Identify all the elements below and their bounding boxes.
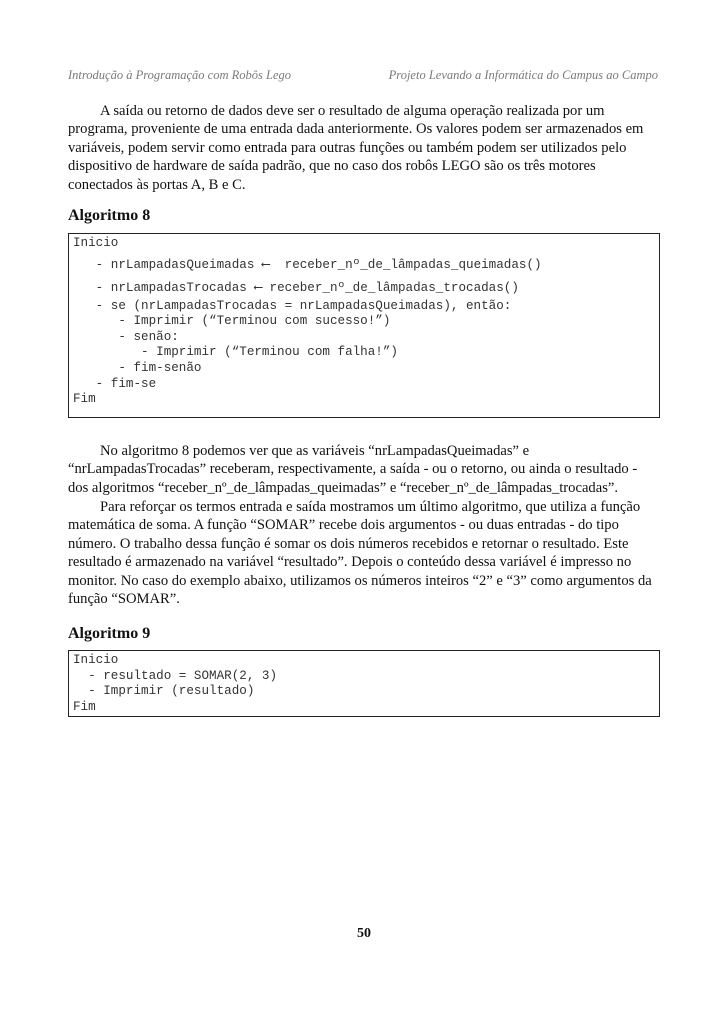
- text-line: resultado é armazenado na variável “resultado”. Depois o conteúdo dessa variável é impresso no: [68, 554, 632, 571]
- text-line: matemática de soma. A função “SOMAR” recebe dois argumentos - ou duas entradas - do tipo: [68, 517, 619, 534]
- code-line: - Imprimir (“Terminou com falha!”): [73, 345, 398, 360]
- page-number: 50: [357, 926, 371, 941]
- text-line: número. O trabalho dessa função é somar os dois números recebidos e retornar o resultado. Este: [68, 535, 629, 552]
- code-line: - fim-se: [73, 376, 157, 391]
- code-line: Fim: [73, 392, 96, 407]
- code-line: Inicio: [73, 236, 119, 250]
- algorithm-9-code-box: [68, 650, 660, 717]
- algorithm-8-code-box: [68, 233, 660, 418]
- algorithm-8-title: Algoritmo 8: [68, 207, 151, 224]
- text-line: No algoritmo 8 podemos ver que as variáveis “nrLampadasQueimadas” e: [100, 443, 530, 459]
- text-line: programa, proveniente de uma entrada dada anteriormente. Os valores podem ser armazenados em: [68, 121, 644, 138]
- text-line: “nrLampadasTrocadas” receberam, respectivamente, a saída - ou o retorno, ou ainda o resultado -: [68, 461, 638, 478]
- code-line: - fim-senão: [73, 360, 202, 375]
- code-line: Fim: [73, 699, 96, 714]
- code-line: - se (nrLampadasTrocadas = nrLampadasQueimadas), então:: [73, 298, 512, 313]
- intro-paragraph: [68, 102, 660, 194]
- code-line: - resultado = SOMAR(2, 3): [73, 668, 278, 683]
- header-left-title: Introdução à Programação com Robôs Lego: [68, 68, 292, 82]
- text-line: dos algoritmos “receber_nº_de_lâmpadas_queimadas” e “receber_nº_de_lâmpadas_trocadas”.: [68, 479, 618, 496]
- algorithm-9-title: Algoritmo 9: [68, 625, 151, 642]
- text-line: A saída ou retorno de dados deve ser o resultado de alguma operação realizada por um: [100, 103, 605, 119]
- text-line: Para reforçar os termos entrada e saída mostramos um último algoritmo, que utiliza a função: [100, 499, 641, 515]
- text-line: conectados às portas A, B e C.: [68, 176, 246, 193]
- code-line: Inicio: [73, 653, 119, 667]
- text-line: variáveis, podem servir como entrada para outras funções ou também podem ser utilizados pelo: [68, 139, 627, 156]
- paragraph-2: [68, 442, 660, 497]
- code-line: - senão:: [73, 329, 179, 344]
- code-line: - Imprimir (resultado): [73, 684, 255, 699]
- code-line: - nrLampadasTrocadas ⟵ receber_nº_de_lâmpadas_trocadas(): [73, 280, 519, 295]
- code-line: - nrLampadasQueimadas ⟵ receber_nº_de_lâmpadas_queimadas(): [73, 257, 542, 272]
- header-right-title: Projeto Levando a Informática do Campus ao Campo: [388, 68, 658, 82]
- running-header: [68, 68, 658, 84]
- text-line: dispositivo de hardware de saída padrão, que no caso dos robôs LEGO são os três motores: [68, 158, 596, 175]
- code-line: - Imprimir (“Terminou com sucesso!”): [73, 314, 391, 329]
- paragraph-3: [68, 498, 660, 608]
- text-line: função “SOMAR”.: [68, 591, 180, 608]
- text-line: monitor. No caso do exemplo abaixo, utilizamos os números inteiros “2” e “3” como argumentos da: [68, 572, 652, 589]
